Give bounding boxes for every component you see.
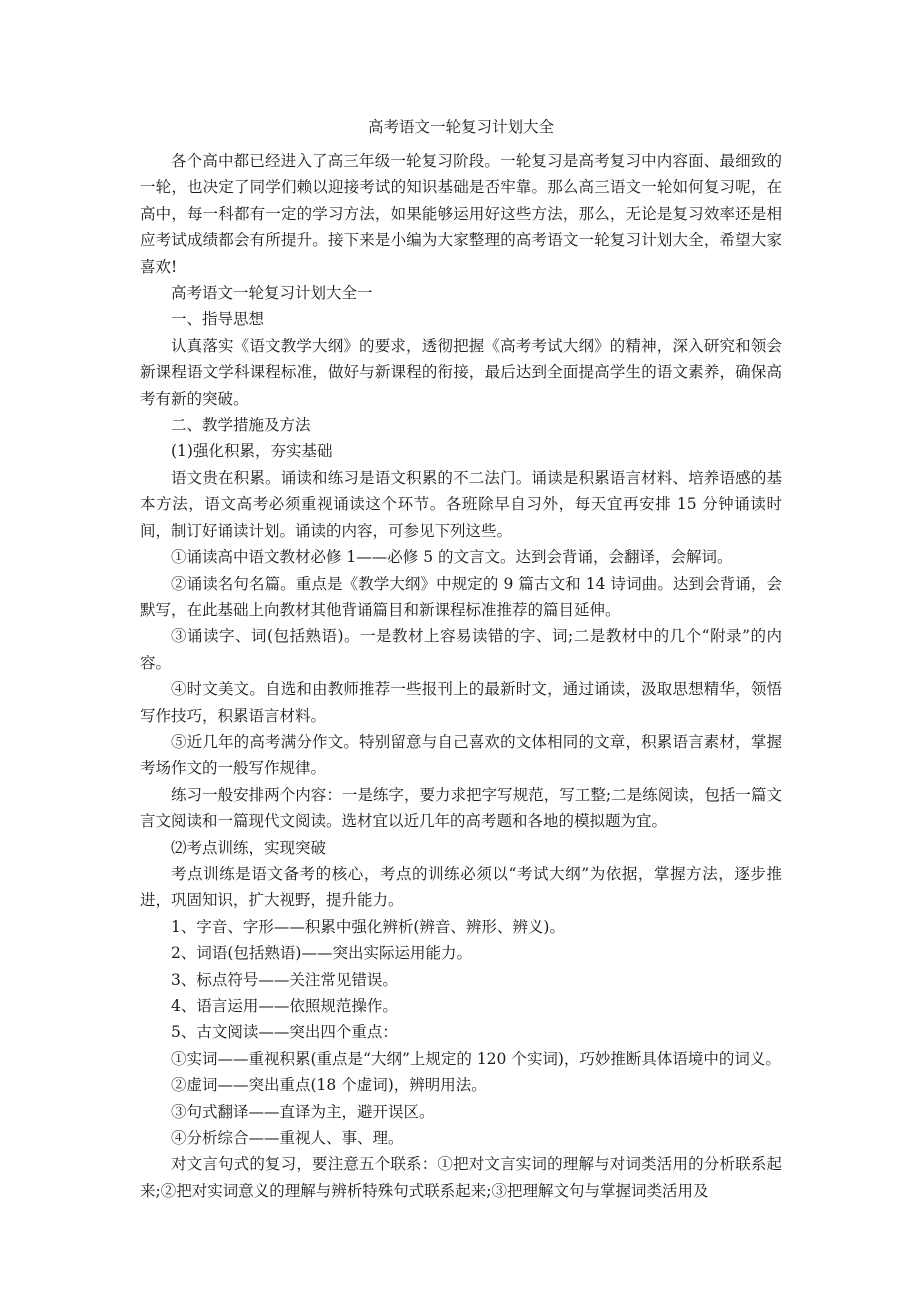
list-item: ③诵读字、词(包括熟语)。一是教材上容易读错的字、词;二是教材中的几个“附录”的内容。 [140, 627, 782, 672]
paragraph: 考点训练是语文备考的核心，考点的训练必须以“考试大纲”为依据，掌握方法，逐步推进，巩固知识，扩大视野，提升能力。 [140, 864, 782, 910]
list-item: ③句式翻译——直译为主，避开误区。 [171, 1102, 435, 1121]
list-item: ②虚词——突出重点(18 个虚词)，辨明用法。 [171, 1076, 487, 1095]
paragraph: 认真落实《语文教学大纲》的要求，透彻把握《高考考试大纲》的精神，深入研究和领会新课程语文学科课程标准，做好与新课程的衔接，最后达到全面提高学生的语文素养，确保高考有新的突破。 [140, 336, 782, 408]
section-heading: 一、指导思想 [171, 310, 265, 329]
document-title: 高考语文一轮复习计划大全 [367, 118, 554, 136]
list-item: 1、字音、字形——积累中强化辨析(辨音、辨形、辨义)。 [171, 917, 565, 936]
intro-paragraph: 各个高中都已经进入了高三年级一轮复习阶段。一轮复习是高考复习中内容面、最细致的一轮，也决定了同学们赖以迎接考试的知识基础是否牢靠。那么高三语文一轮如何复习呢，在高中，每一科都有一定的学习方法，如果能够运用好这些方法，那么，无论是复习效率还是相应考试成绩都会有所提升。接下来是小编为大家整理的高考语文一轮复习计划大全，希望大家喜欢! [140, 152, 782, 276]
section-heading: 高考语文一轮复习计划大全一 [171, 284, 373, 303]
list-item: ④分析综合——重视人、事、理。 [171, 1129, 404, 1148]
paragraph: 语文贵在积累。诵读和练习是语文积累的不二法门。诵读是积累语言材料、培养语感的基本方法，语文高考必须重视诵读这个环节。各班除早自习外，每天宜再安排 15 分钟诵读时间，制订好诵读计划。诵读的内容，可参见下列这些。 [140, 468, 782, 540]
paragraph: 练习一般安排两个内容：一是练字，要力求把字写规范，写工整;二是练阅读，包括一篇文言文阅读和一篇现代文阅读。选材宜以近几年的高考题和各地的模拟题为宜。 [140, 785, 782, 831]
section-heading: 二、教学措施及方法 [171, 416, 311, 435]
list-item: ②诵读名句名篇。重点是《教学大纲》中规定的 9 篇古文和 14 诗词曲。达到会背诵，会默写，在此基础上向教材其他背诵篇目和新课程标准推荐的篇目延伸。 [140, 574, 782, 619]
list-item: ①实词——重视积累(重点是“大纲”上规定的 120 个实词)，巧妙推断具体语境中的词义。 [171, 1049, 781, 1068]
list-item: ⑤近几年的高考满分作文。特别留意与自己喜欢的文体相同的文章，积累语言素材，掌握考场作文的一般写作规律。 [140, 732, 782, 778]
list-item: 5、古文阅读——突出四个重点： [171, 1023, 398, 1042]
subsection-heading: (1)强化积累，夯实基础 [171, 442, 333, 461]
list-item: 4、语言运用——依照规范操作。 [171, 997, 398, 1015]
subsection-heading: ⑵考点训练，实现突破 [171, 838, 327, 857]
document-page [140, 0, 782, 1204]
list-item: ④时文美文。自选和由教师推荐一些报刊上的最新时文，通过诵读，汲取思想精华，领悟写作技巧，积累语言材料。 [140, 680, 782, 725]
list-item: 3、标点符号——关注常见错误。 [171, 970, 398, 989]
paragraph: 对文言句式的复习，要注意五个联系：①把对文言实词的理解与对词类活用的分析联系起来;②把对实词意义的理解与辨析特殊句式联系起来;③把理解文句与掌握词类活用及 [140, 1155, 782, 1200]
list-item: ①诵读高中语文教材必修 1——必修 5 的文言文。达到会背诵，会翻译，会解词。 [171, 548, 733, 567]
document-body [140, 148, 782, 1204]
list-item: 2、词语(包括熟语)——突出实际运用能力。 [171, 944, 472, 963]
